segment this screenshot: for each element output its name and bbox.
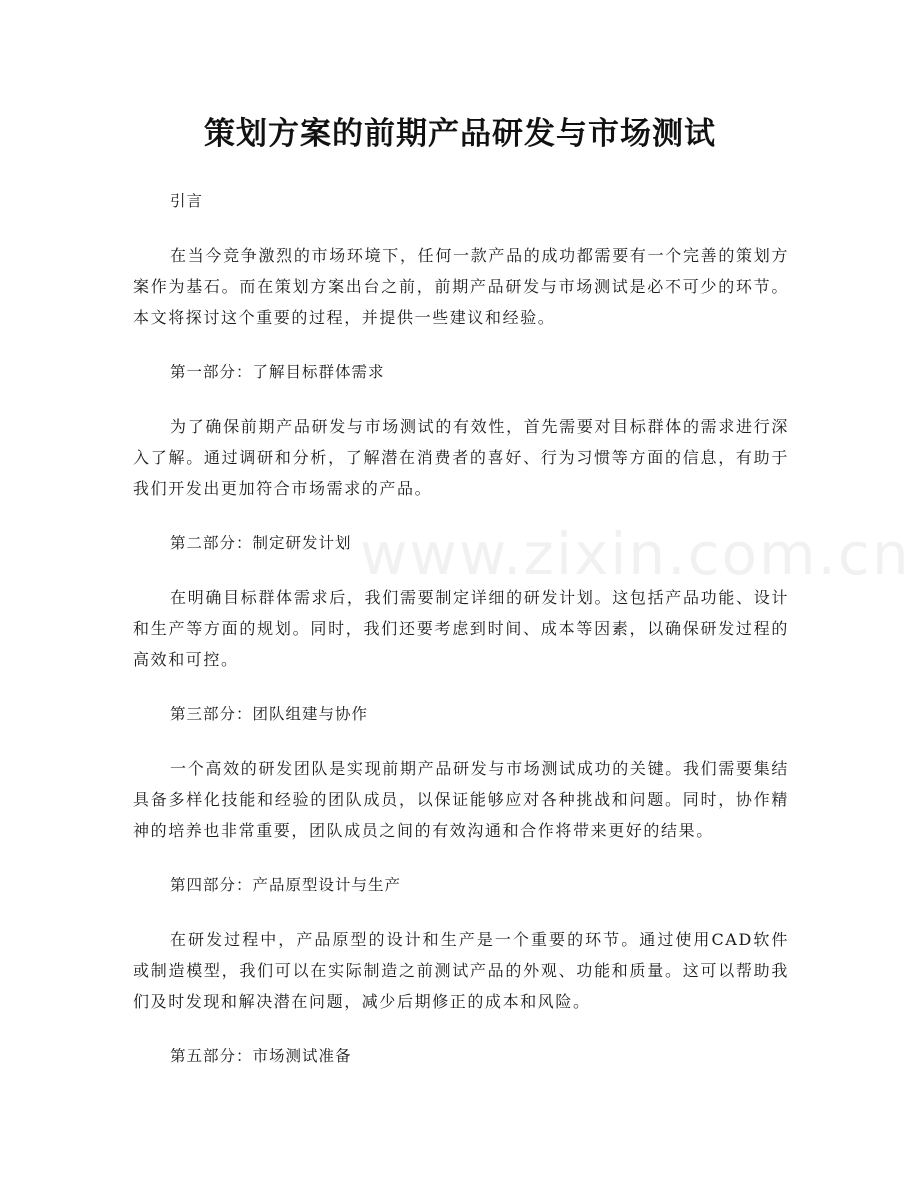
section-heading-part1: 第一部分：了解目标群体需求: [170, 363, 385, 381]
section-paragraph-part3: 一个高效的研发团队是实现前期产品研发与市场测试成功的关键。我们需要集结具备多样化技能和经验的团队成员，以保证能够应对各种挑战和问题。同时，协作精神的培养也非常重要，团队成员之间的有效沟通和合作将带来更好的结果。: [133, 759, 789, 840]
section-heading-part2: 第二部分：制定研发计划: [170, 534, 352, 552]
section-heading-part5: 第五部分：市场测试准备: [170, 1047, 352, 1065]
section-paragraph-part2: 在明确目标群体需求后，我们需要制定详细的研发计划。这包括产品功能、设计和生产等方面的规划。同时，我们还要考虑到时间、成本等因素，以确保研发过程的高效和可控。: [133, 588, 789, 669]
section-heading-part3: 第三部分：团队组建与协作: [170, 705, 369, 723]
section-paragraph-part1: 为了确保前期产品研发与市场测试的有效性，首先需要对目标群体的需求进行深入了解。通过调研和分析，了解潜在消费者的喜好、行为习惯等方面的信息，有助于我们开发出更加符合市场需求的产品。: [133, 417, 789, 498]
section-heading-part4: 第四部分：产品原型设计与生产: [170, 876, 402, 894]
document-body: [133, 185, 789, 1073]
section-paragraph-part4: 在研发过程中，产品原型的设计和生产是一个重要的环节。通过使用CAD软件或制造模型，我们可以在实际制造之前测试产品的外观、功能和质量。这可以帮助我们及时发现和解决潜在问题，减少后期修正的成本和风险。: [133, 930, 789, 1011]
section-heading-intro: 引言: [170, 192, 204, 210]
watermark: www.zixin.com.cn: [360, 520, 911, 588]
document-title: 策划方案的前期产品研发与市场测试: [204, 116, 716, 152]
section-paragraph-intro: 在当今竞争激烈的市场环境下，任何一款产品的成功都需要有一个完善的策划方案作为基石。而在策划方案出台之前，前期产品研发与市场测试是必不可少的环节。本文将探讨这个重要的过程，并提供一些建议和经验。: [133, 246, 789, 327]
